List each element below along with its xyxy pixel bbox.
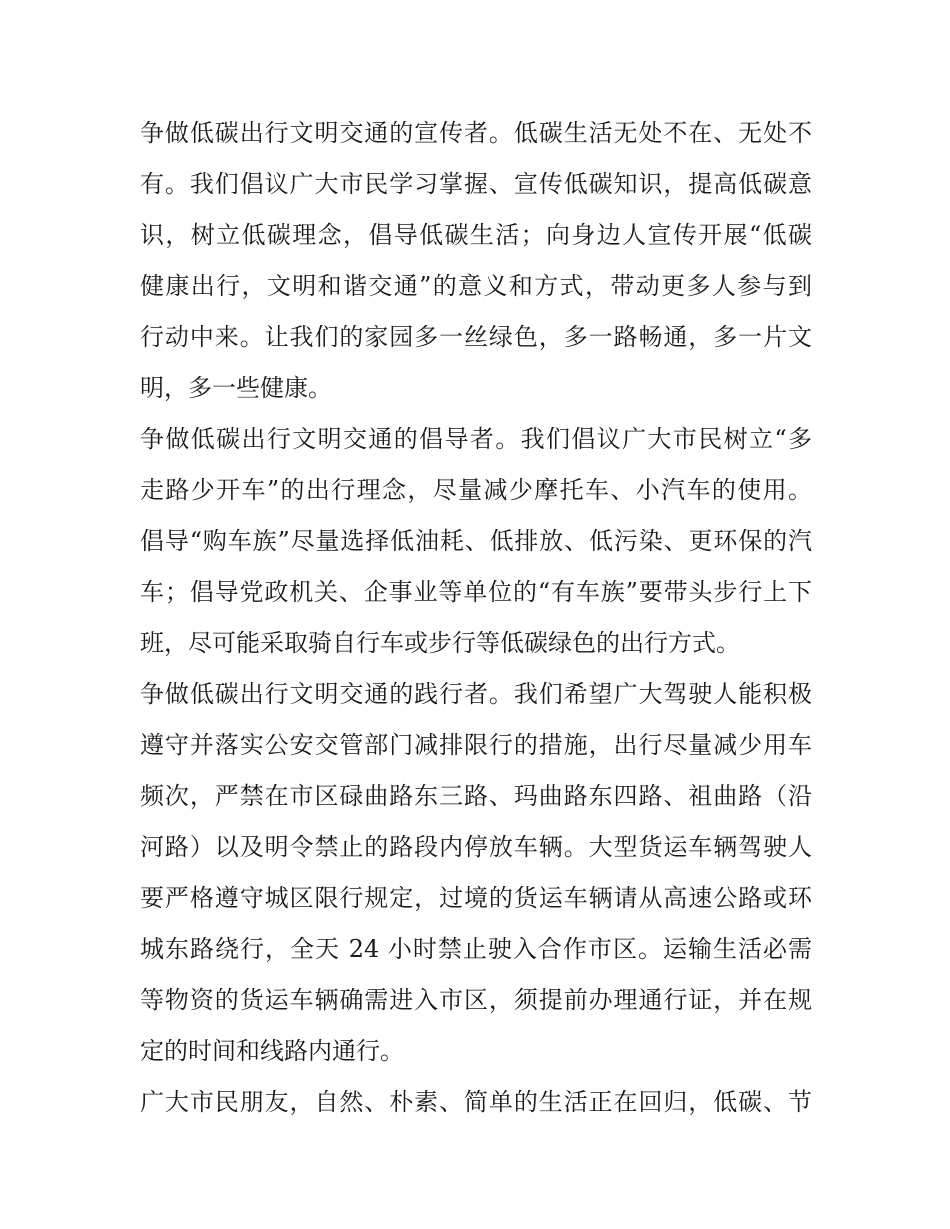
text-line: 争做低碳出行文明交通的倡导者。我们倡议广大市民树立“多 [140,425,812,453]
text-line: 争做低碳出行文明交通的宣传者。低碳生活无处不在、无处不 [140,119,812,147]
text-line: 定的时间和线路内通行。 [140,1037,404,1065]
text-line: 倡导“购车族”尽量选择低油耗、低排放、低污染、更环保的汽 [140,527,812,555]
document-body [140,108,812,1128]
paragraph-promoter [140,108,812,414]
paragraph-practitioner [140,669,812,1077]
text-line: 走路少开车”的出行理念，尽量减少摩托车、小汽车的使用。 [140,476,812,504]
text-line: 广大市民朋友，自然、朴素、简单的生活正在回归，低碳、节 [140,1088,812,1116]
text-line: 识，树立低碳理念，倡导低碳生活；向身边人宣传开展“低碳 [140,221,812,249]
text-line: 遵守并落实公安交管部门减排限行的措施，出行尽量减少用车 [140,731,812,759]
text-line: 要严格遵守城区限行规定，过境的货运车辆请从高速公路或环 [140,884,812,912]
paragraph-advocate [140,414,812,669]
text-line: 车；倡导党政机关、企事业等单位的“有车族”要带头步行上下 [140,578,812,606]
text-line: 班，尽可能采取骑自行车或步行等低碳绿色的出行方式。 [140,629,740,657]
paragraph-closing [140,1077,812,1128]
text-line: 明，多一些健康。 [140,374,332,402]
text-line: 等物资的货运车辆确需进入市区，须提前办理通行证，并在规 [140,986,812,1014]
text-line: 争做低碳出行文明交通的践行者。我们希望广大驾驶人能积极 [140,680,812,708]
text-line: 健康出行，文明和谐交通”的意义和方式，带动更多人参与到 [140,272,812,300]
text-line: 行动中来。让我们的家园多一丝绿色，多一路畅通，多一片文 [140,323,812,351]
text-line: 有。我们倡议广大市民学习掌握、宣传低碳知识，提高低碳意 [140,170,812,198]
text-line: 河路）以及明令禁止的路段内停放车辆。大型货运车辆驾驶人 [140,833,812,861]
text-line: 频次，严禁在市区碌曲路东三路、玛曲路东四路、祖曲路（沿 [140,782,812,810]
text-line: 城东路绕行，全天 24 小时禁止驶入合作市区。运输生活必需 [140,935,812,963]
